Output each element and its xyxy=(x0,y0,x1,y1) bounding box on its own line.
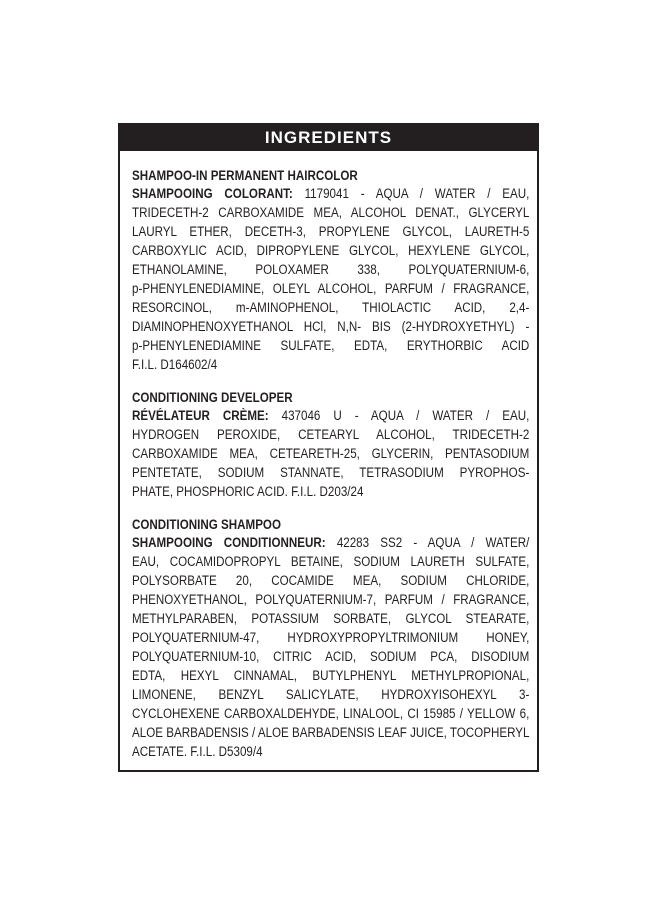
ingredients-panel xyxy=(118,123,539,772)
ingredient-line: TRIDECETH-2 CARBOXAMIDE MEA, ALCOHOL DENAT., GLYCERYL xyxy=(132,205,530,220)
section-lead: SHAMPOOING CONDITIONNEUR: xyxy=(132,535,326,550)
section-lead: RÉVÉLATEUR CRÈME: xyxy=(132,408,269,423)
ingredient-line: CARBOXYLIC ACID, DIPROPYLENE GLYCOL, HEXYLENE GLYCOL, xyxy=(132,243,530,258)
ingredient-line: p-PHENYLENEDIAMINE, OLEYL ALCOHOL, PARFUM / FRAGRANCE, xyxy=(132,281,530,296)
ingredient-line: PENTETATE, SODIUM STANNATE, TETRASODIUM PYROPHOS- xyxy=(132,465,530,480)
ingredient-line: PHENOXYETHANOL, POLYQUATERNIUM-7, PARFUM / FRAGRANCE, xyxy=(132,592,530,607)
section-conditioning-developer xyxy=(132,389,530,501)
ingredient-line: ALOE BARBADENSIS / ALOE BARBADENSIS LEAF JUICE, TOCOPHERYL xyxy=(132,725,530,740)
ingredient-line: CYCLOHEXENE CARBOXALDEHYDE, LINALOOL, CI 15985 / YELLOW 6, xyxy=(132,706,530,721)
ingredient-line: METHYLPARABEN, POTASSIUM SORBATE, GLYCOL STEARATE, xyxy=(132,611,530,626)
ingredient-line: POLYSORBATE 20, COCAMIDE MEA, SODIUM CHLORIDE, xyxy=(132,573,530,588)
ingredients-header: INGREDIENTS xyxy=(120,125,537,151)
ingredient-line: POLYQUATERNIUM-47, HYDROXYPROPYLTRIMONIUM HONEY, xyxy=(132,630,530,645)
section-title: CONDITIONING SHAMPOO xyxy=(132,517,282,532)
ingredients-content xyxy=(120,151,537,761)
ingredient-line: F.I.L. D164602/4 xyxy=(132,357,218,372)
ingredient-line: RESORCINOL, m-AMINOPHENOL, THIOLACTIC ACID, 2,4- xyxy=(132,300,530,315)
ingredient-line: DIAMINOPHENOXYETHANOL HCl, N,N- BIS (2-HYDROXYETHYL) - xyxy=(132,319,530,334)
ingredient-line: p-PHENYLENEDIAMINE SULFATE, EDTA, ERYTHORBIC ACID xyxy=(132,338,530,353)
ingredient-line: HYDROGEN PEROXIDE, CETEARYL ALCOHOL, TRIDECETH-2 xyxy=(132,427,530,442)
section-lead: SHAMPOOING COLORANT: xyxy=(132,186,293,201)
section-shampoo-in-haircolor xyxy=(132,167,530,374)
ingredient-line: SHAMPOOING COLORANT: 1179041 - AQUA / WATER / EAU, xyxy=(132,186,530,201)
ingredient-line: ACETATE. F.I.L. D5309/4 xyxy=(132,744,263,759)
ingredient-line: POLYQUATERNIUM-10, CITRIC ACID, SODIUM PCA, DISODIUM xyxy=(132,649,530,664)
ingredient-line: LAURYL ETHER, DECETH-3, PROPYLENE GLYCOL, LAURETH-5 xyxy=(132,224,530,239)
ingredient-line: LIMONENE, BENZYL SALICYLATE, HYDROXYISOHEXYL 3- xyxy=(132,687,530,702)
ingredient-line: EAU, COCAMIDOPROPYL BETAINE, SODIUM LAURETH SULFATE, xyxy=(132,554,530,569)
ingredient-line: PHATE, PHOSPHORIC ACID. F.I.L. D203/24 xyxy=(132,484,364,499)
section-title: CONDITIONING DEVELOPER xyxy=(132,390,293,405)
ingredient-line: EDTA, HEXYL CINNAMAL, BUTYLPHENYL METHYLPROPIONAL, xyxy=(132,668,530,683)
ingredient-line: CARBOXAMIDE MEA, CETEARETH-25, GLYCERIN, PENTASODIUM xyxy=(132,446,530,461)
ingredient-line: ETHANOLAMINE, POLOXAMER 338, POLYQUATERNIUM-6, xyxy=(132,262,530,277)
ingredient-line: SHAMPOOING CONDITIONNEUR: 42283 SS2 - AQUA / WATER/ xyxy=(132,535,530,550)
ingredient-line: RÉVÉLATEUR CRÈME: 437046 U - AQUA / WATER / EAU, xyxy=(132,408,530,423)
section-conditioning-shampoo xyxy=(132,516,530,761)
section-title: SHAMPOO-IN PERMANENT HAIRCOLOR xyxy=(132,168,358,183)
